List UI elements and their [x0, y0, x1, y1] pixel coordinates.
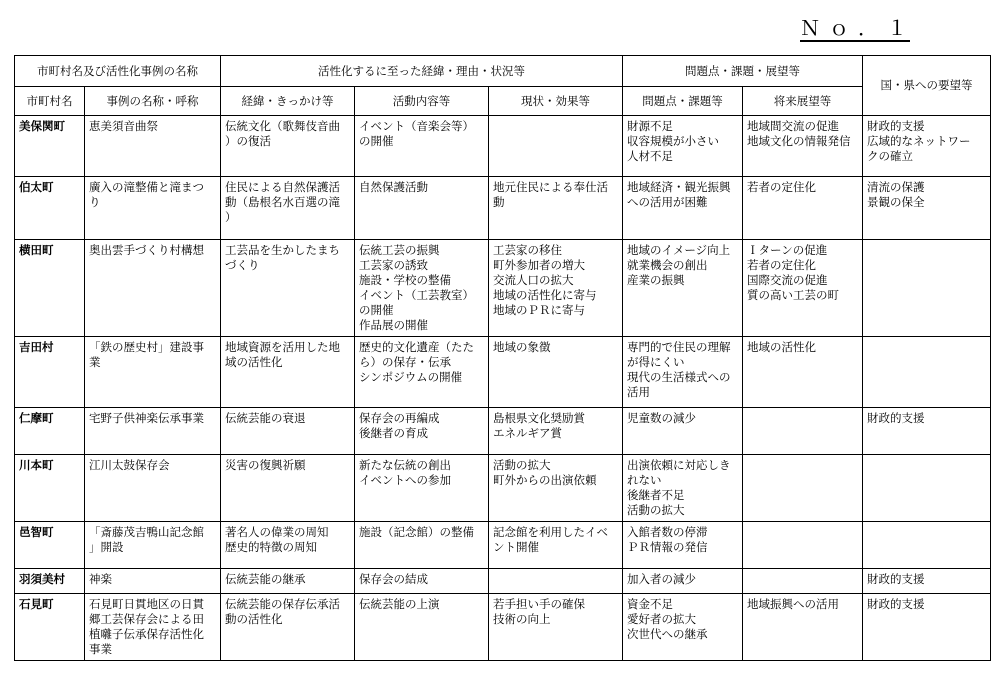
cell-text-line: ）の復活 — [225, 134, 271, 148]
effects-cell — [489, 594, 623, 661]
cell-text-line: 加入者の減少 — [627, 572, 696, 586]
problems-cell — [623, 408, 743, 455]
cell-text-line: 地域の活性化 — [747, 340, 816, 354]
table-row — [15, 522, 991, 569]
problems-cell — [623, 594, 743, 661]
table-row — [15, 337, 991, 408]
background-cell — [221, 455, 355, 522]
page-number-underline — [800, 40, 910, 42]
problems-cell — [623, 522, 743, 569]
cell-text-line: 「鉄の歴史村」建設事 — [89, 340, 204, 354]
header-column-row — [15, 87, 991, 116]
cell-text-line: 若者の定住化 — [747, 258, 816, 272]
effects-cell — [489, 337, 623, 408]
cell-text-line: 財政的支援 — [867, 411, 925, 425]
table-row — [15, 116, 991, 177]
cell-text-line: の開催 — [359, 134, 394, 148]
header-municipality: 市町村名 — [15, 87, 85, 116]
activities-cell — [355, 337, 489, 408]
effects-cell — [489, 177, 623, 240]
cell-text-line: 伝統芸能の保存伝承活 — [225, 597, 340, 611]
cell-text-line: イベントへの参加 — [359, 473, 451, 487]
cell-text-line: ＰＲ情報の発信 — [627, 540, 708, 554]
header-requests: 国・県への要望等 — [863, 56, 991, 116]
outlook-cell — [743, 116, 863, 177]
cell-text-line: 保存会の結成 — [359, 572, 428, 586]
cell-text-line: 収容規模が小さい — [627, 134, 719, 148]
case-name-cell — [85, 569, 221, 594]
cell-text-line: 財源不足 — [627, 119, 673, 133]
background-cell — [221, 522, 355, 569]
cell-text-line: ） — [225, 210, 237, 224]
requests-cell — [863, 569, 991, 594]
municipality-cell: 伯太町 — [15, 177, 85, 240]
table-row — [15, 594, 991, 661]
effects-cell — [489, 569, 623, 594]
cell-text-line: 質の高い工芸の町 — [747, 288, 839, 302]
cell-text-line: 島根県文化奨励賞 — [493, 411, 585, 425]
problems-cell — [623, 455, 743, 522]
cell-text-line: 財政的支援 — [867, 572, 925, 586]
outlook-cell — [743, 177, 863, 240]
page-number: Ｎｏ．１ — [800, 16, 916, 40]
cell-text-line: 施設・学校の整備 — [359, 273, 451, 287]
activities-cell — [355, 116, 489, 177]
cell-text-line: 地域の活性化に寄与 — [493, 288, 597, 302]
effects-cell — [489, 240, 623, 337]
cell-text-line: 景観の保全 — [867, 195, 925, 209]
effects-cell — [489, 116, 623, 177]
cell-text-line: シンポジウムの開催 — [359, 370, 463, 384]
cell-text-line: 出演依頼に対応しき — [627, 458, 731, 472]
cell-text-line: 伝統芸能の上演 — [359, 597, 440, 611]
cell-text-line: づくり — [225, 258, 260, 272]
cell-text-line: 動 — [493, 195, 505, 209]
outlook-cell — [743, 594, 863, 661]
case-name-cell — [85, 408, 221, 455]
cell-text-line: 住民による自然保護活 — [225, 180, 340, 194]
background-cell — [221, 569, 355, 594]
cell-text-line: 次世代への継承 — [627, 627, 708, 641]
cell-text-line: 人材不足 — [627, 149, 673, 163]
cell-text-line: 資金不足 — [627, 597, 673, 611]
cell-text-line: 自然保護活動 — [359, 180, 428, 194]
cell-text-line: 歴史的特徴の周知 — [225, 540, 317, 554]
cell-text-line: 事業 — [89, 642, 112, 656]
cell-text-line: エネルギア賞 — [493, 426, 562, 440]
cell-text-line: 広域的なネットワー — [867, 134, 971, 148]
effects-cell — [489, 408, 623, 455]
cell-text-line: 現代の生活様式への — [627, 370, 731, 384]
requests-cell — [863, 116, 991, 177]
background-cell — [221, 408, 355, 455]
case-name-cell — [85, 337, 221, 408]
cell-text-line: 動の活性化 — [225, 612, 283, 626]
cell-text-line: 新たな伝統の創出 — [359, 458, 451, 472]
problems-cell — [623, 116, 743, 177]
header-effects: 現状・効果等 — [489, 87, 623, 116]
activities-cell — [355, 408, 489, 455]
cell-text-line: 」開設 — [89, 540, 124, 554]
municipality-cell: 吉田村 — [15, 337, 85, 408]
cell-text-line: 江川太鼓保存会 — [89, 458, 170, 472]
header-background: 経緯・きっかけ等 — [221, 87, 355, 116]
case-name-cell — [85, 455, 221, 522]
cell-text-line: 「斎藤茂吉鴨山記念館 — [89, 525, 204, 539]
cell-text-line: が得にくい — [627, 355, 685, 369]
cell-text-line: イベント（工芸教室） — [359, 288, 474, 302]
cell-text-line: 工芸家の誘致 — [359, 258, 428, 272]
header-group-problems: 問題点・課題・展望等 — [623, 56, 863, 87]
municipality-cell: 川本町 — [15, 455, 85, 522]
table-row — [15, 240, 991, 337]
header-group-municipality: 市町村名及び活性化事例の名称 — [15, 56, 221, 87]
cell-text-line: ント開催 — [493, 540, 539, 554]
cell-text-line: 活動の拡大 — [493, 458, 551, 472]
outlook-cell — [743, 569, 863, 594]
case-name-cell — [85, 177, 221, 240]
cell-text-line: 記念館を利用したイベ — [493, 525, 608, 539]
cell-text-line: 廣入の滝整備と滝まつ — [89, 180, 204, 194]
table-row — [15, 408, 991, 455]
cell-text-line: 郷工芸保存会による田 — [89, 612, 204, 626]
cell-text-line: 地域文化の情報発信 — [747, 134, 851, 148]
cell-text-line: り — [89, 195, 101, 209]
cell-text-line: 動（島根名水百選の滝 — [225, 195, 340, 209]
outlook-cell — [743, 240, 863, 337]
cell-text-line: 地域資源を活用した地 — [225, 340, 340, 354]
cell-text-line: 伝統芸能の継承 — [225, 572, 306, 586]
activities-cell — [355, 177, 489, 240]
table-row — [15, 569, 991, 594]
requests-cell — [863, 177, 991, 240]
activities-cell — [355, 569, 489, 594]
problems-cell — [623, 177, 743, 240]
cell-text-line: 伝統文化（歌舞伎音曲 — [225, 119, 340, 133]
background-cell — [221, 116, 355, 177]
cell-text-line: 地域のイメージ向上 — [627, 243, 731, 257]
activities-cell — [355, 522, 489, 569]
cell-text-line: 若者の定住化 — [747, 180, 816, 194]
revitalization-case-table — [14, 55, 991, 661]
cell-text-line: 後継者不足 — [627, 488, 685, 502]
requests-cell — [863, 337, 991, 408]
cell-text-line: の開催 — [359, 303, 394, 317]
outlook-cell — [743, 408, 863, 455]
cell-text-line: 財政的支援 — [867, 119, 925, 133]
cell-text-line: 就業機会の創出 — [627, 258, 708, 272]
cell-text-line: 地域のＰＲに寄与 — [493, 303, 585, 317]
cell-text-line: 宅野子供神楽伝承事業 — [89, 411, 204, 425]
municipality-cell: 石見町 — [15, 594, 85, 661]
background-cell — [221, 337, 355, 408]
cell-text-line: 著名人の偉業の周知 — [225, 525, 329, 539]
cell-text-line: 地域振興への活用 — [747, 597, 839, 611]
problems-cell — [623, 569, 743, 594]
background-cell — [221, 177, 355, 240]
municipality-cell: 仁摩町 — [15, 408, 85, 455]
effects-cell — [489, 522, 623, 569]
municipality-cell: 羽須美村 — [15, 569, 85, 594]
requests-cell — [863, 408, 991, 455]
cell-text-line: 伝統芸能の衰退 — [225, 411, 306, 425]
cell-text-line: 伝統工芸の振興 — [359, 243, 440, 257]
cell-text-line: 技術の向上 — [493, 612, 551, 626]
activities-cell — [355, 594, 489, 661]
outlook-cell — [743, 455, 863, 522]
cell-text-line: 神楽 — [89, 572, 112, 586]
cell-text-line: 災害の復興祈願 — [225, 458, 306, 472]
cell-text-line: ら）の保存・伝承 — [359, 355, 451, 369]
cell-text-line: 保存会の再編成 — [359, 411, 440, 425]
cell-text-line: 歴史的文化遺産（たた — [359, 340, 474, 354]
activities-cell — [355, 455, 489, 522]
case-name-cell — [85, 116, 221, 177]
effects-cell — [489, 455, 623, 522]
cell-text-line: クの確立 — [867, 149, 913, 163]
background-cell — [221, 594, 355, 661]
cell-text-line: 地元住民による奉仕活 — [493, 180, 608, 194]
cell-text-line: 地域間交流の促進 — [747, 119, 839, 133]
cell-text-line: 石見町日貫地区の日貫 — [89, 597, 204, 611]
cell-text-line: 業 — [89, 355, 101, 369]
header-outlook: 将来展望等 — [743, 87, 863, 116]
problems-cell — [623, 337, 743, 408]
cell-text-line: 活動の拡大 — [627, 503, 685, 517]
table-body — [15, 116, 991, 661]
cell-text-line: 地域経済・観光振興 — [627, 180, 731, 194]
case-name-cell — [85, 240, 221, 337]
cell-text-line: 専門的で住民の理解 — [627, 340, 731, 354]
cell-text-line: 清流の保護 — [867, 180, 925, 194]
requests-cell — [863, 594, 991, 661]
header-case-name: 事例の名称・呼称 — [85, 87, 221, 116]
cell-text-line: 交流人口の拡大 — [493, 273, 574, 287]
cell-text-line: 奥出雲手づくり村構想 — [89, 243, 204, 257]
cell-text-line: Ｉターンの促進 — [747, 243, 828, 257]
background-cell — [221, 240, 355, 337]
cell-text-line: イベント（音楽会等） — [359, 119, 474, 133]
cell-text-line: 産業の振興 — [627, 273, 685, 287]
cell-text-line: 財政的支援 — [867, 597, 925, 611]
cell-text-line: 国際交流の促進 — [747, 273, 828, 287]
cell-text-line: 工芸品を生かしたまち — [225, 243, 340, 257]
cell-text-line: れない — [627, 473, 662, 487]
cell-text-line: 活用 — [627, 385, 650, 399]
cell-text-line: 工芸家の移住 — [493, 243, 562, 257]
cell-text-line: への活用が困難 — [627, 195, 708, 209]
cell-text-line: 植囃子伝承保存活性化 — [89, 627, 204, 641]
cell-text-line: 後継者の育成 — [359, 426, 428, 440]
header-problems: 問題点・課題等 — [623, 87, 743, 116]
problems-cell — [623, 240, 743, 337]
header-group-row — [15, 56, 991, 87]
requests-cell — [863, 455, 991, 522]
table-row — [15, 455, 991, 522]
outlook-cell — [743, 522, 863, 569]
requests-cell — [863, 522, 991, 569]
municipality-cell: 邑智町 — [15, 522, 85, 569]
outlook-cell — [743, 337, 863, 408]
cell-text-line: 愛好者の拡大 — [627, 612, 696, 626]
cell-text-line: 作品展の開催 — [359, 318, 428, 332]
cell-text-line: 若手担い手の確保 — [493, 597, 585, 611]
cell-text-line: 児童数の減少 — [627, 411, 696, 425]
cell-text-line: 入館者数の停滞 — [627, 525, 708, 539]
header-group-background: 活性化するに至った経緯・理由・状況等 — [221, 56, 623, 87]
municipality-cell: 美保関町 — [15, 116, 85, 177]
table-row — [15, 177, 991, 240]
cell-text-line: 町外からの出演依頼 — [493, 473, 597, 487]
municipality-cell: 横田町 — [15, 240, 85, 337]
activities-cell — [355, 240, 489, 337]
header-activities: 活動内容等 — [355, 87, 489, 116]
cell-text-line: 恵美須音曲祭 — [89, 119, 158, 133]
requests-cell — [863, 240, 991, 337]
cell-text-line: 域の活性化 — [225, 355, 283, 369]
case-name-cell — [85, 594, 221, 661]
case-name-cell — [85, 522, 221, 569]
cell-text-line: 地域の象徴 — [493, 340, 551, 354]
cell-text-line: 施設（記念館）の整備 — [359, 525, 474, 539]
cell-text-line: 町外参加者の増大 — [493, 258, 585, 272]
